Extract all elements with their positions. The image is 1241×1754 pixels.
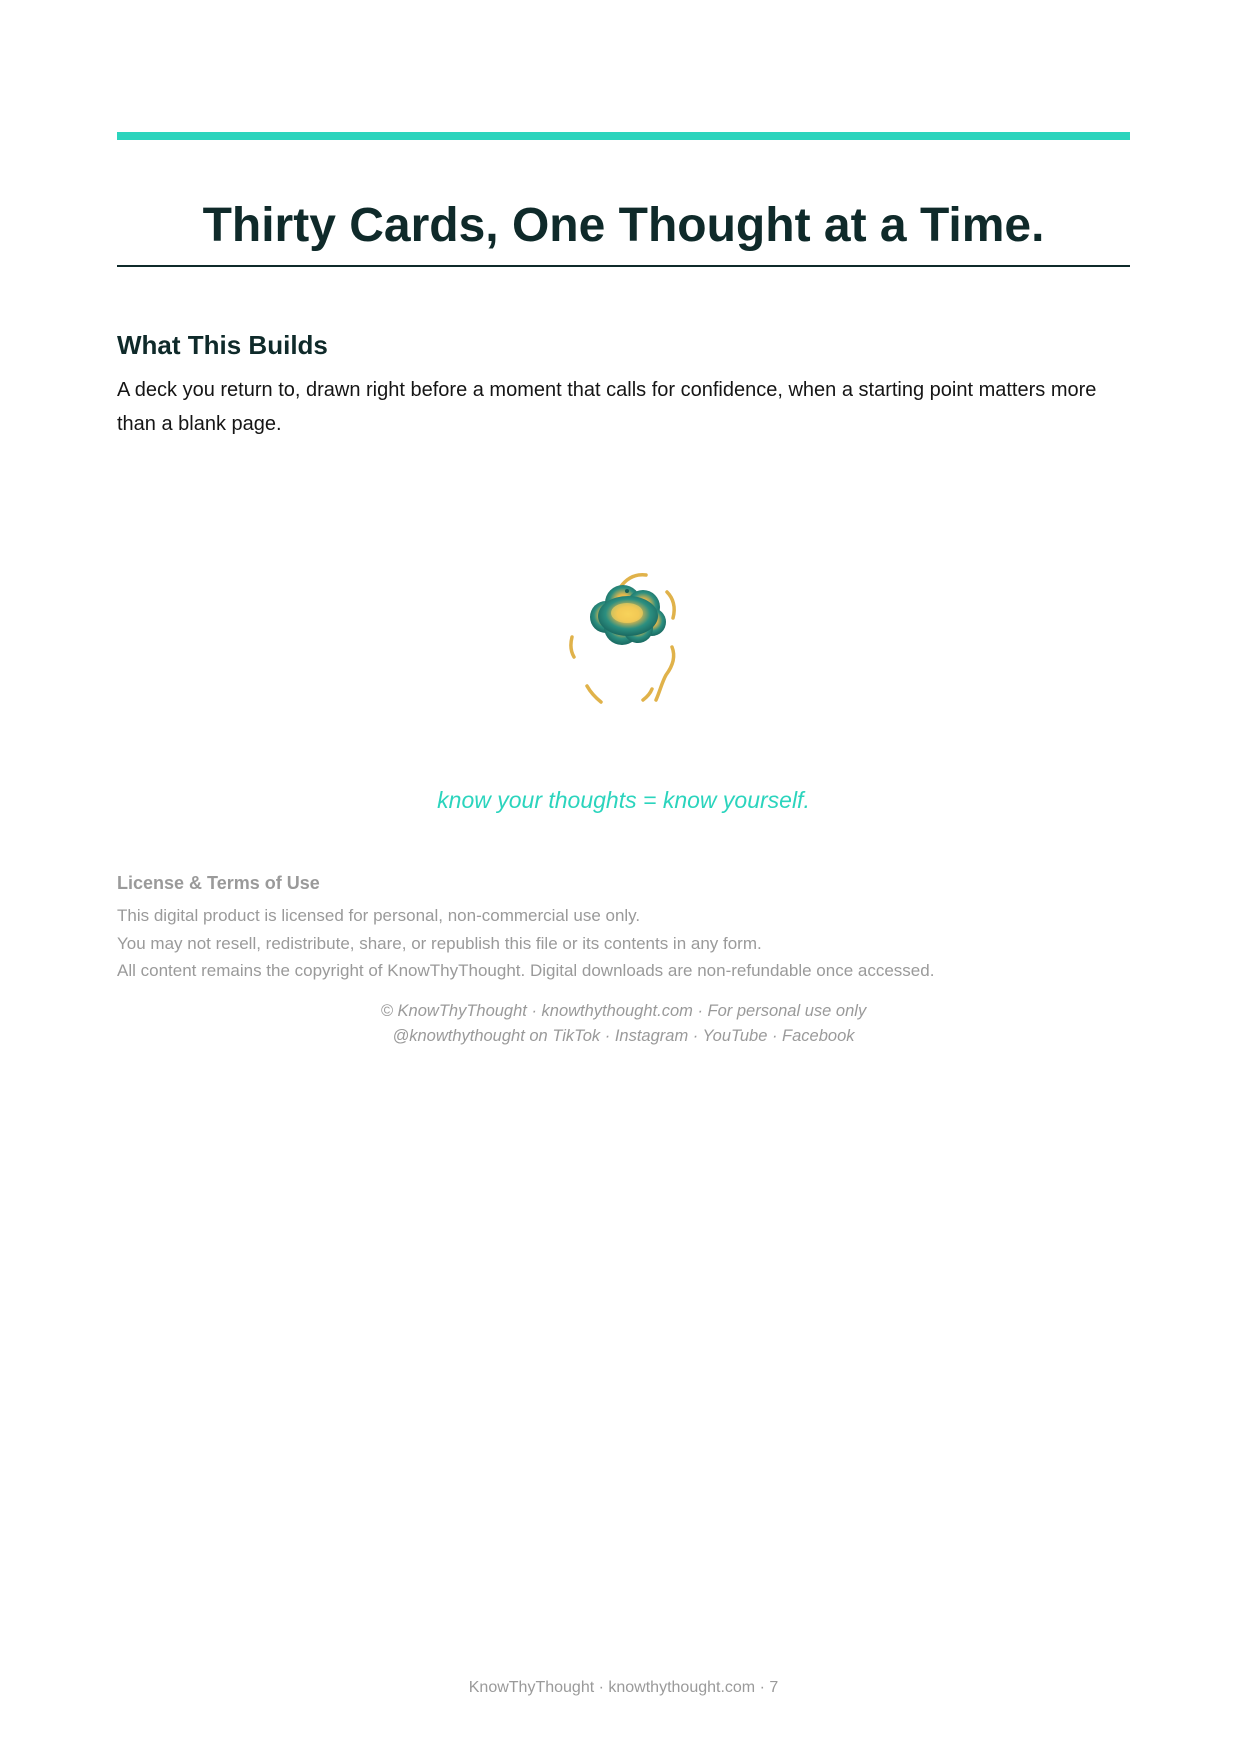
title-divider	[117, 265, 1130, 267]
top-accent-rule	[117, 132, 1130, 140]
page-footer: KnowThyThought · knowthythought.com · 7	[468, 1679, 779, 1696]
credits-social: @knowthythought on TikTok · Instagram · YouTube · Facebook	[392, 1027, 855, 1045]
section-heading: What This Builds	[117, 330, 328, 360]
logo-svg	[560, 555, 690, 725]
license-line: All content remains the copyright of KnowThyThought. Digital downloads are non-refundable once accessed.	[117, 961, 935, 980]
page-title: Thirty Cards, One Thought at a Time.	[202, 199, 1045, 252]
license-heading: License & Terms of Use	[117, 873, 320, 893]
license-line: This digital product is licensed for personal, non-commercial use only.	[117, 906, 641, 925]
head-brain-cloud-icon	[560, 555, 690, 725]
license-text	[117, 902, 1130, 985]
tagline: know your thoughts = know yourself.	[437, 787, 810, 813]
section-body: A deck you return to, drawn right before a moment that calls for confidence, when a starting point matters more than a blank page.	[117, 379, 1097, 435]
credits-copyright: © KnowThyThought · knowthythought.com · For personal use only	[380, 1002, 867, 1020]
brain-cloud	[590, 585, 666, 645]
credits	[117, 999, 1130, 1049]
license-line: You may not resell, redistribute, share, or republish this file or its contents in any form.	[117, 933, 762, 953]
